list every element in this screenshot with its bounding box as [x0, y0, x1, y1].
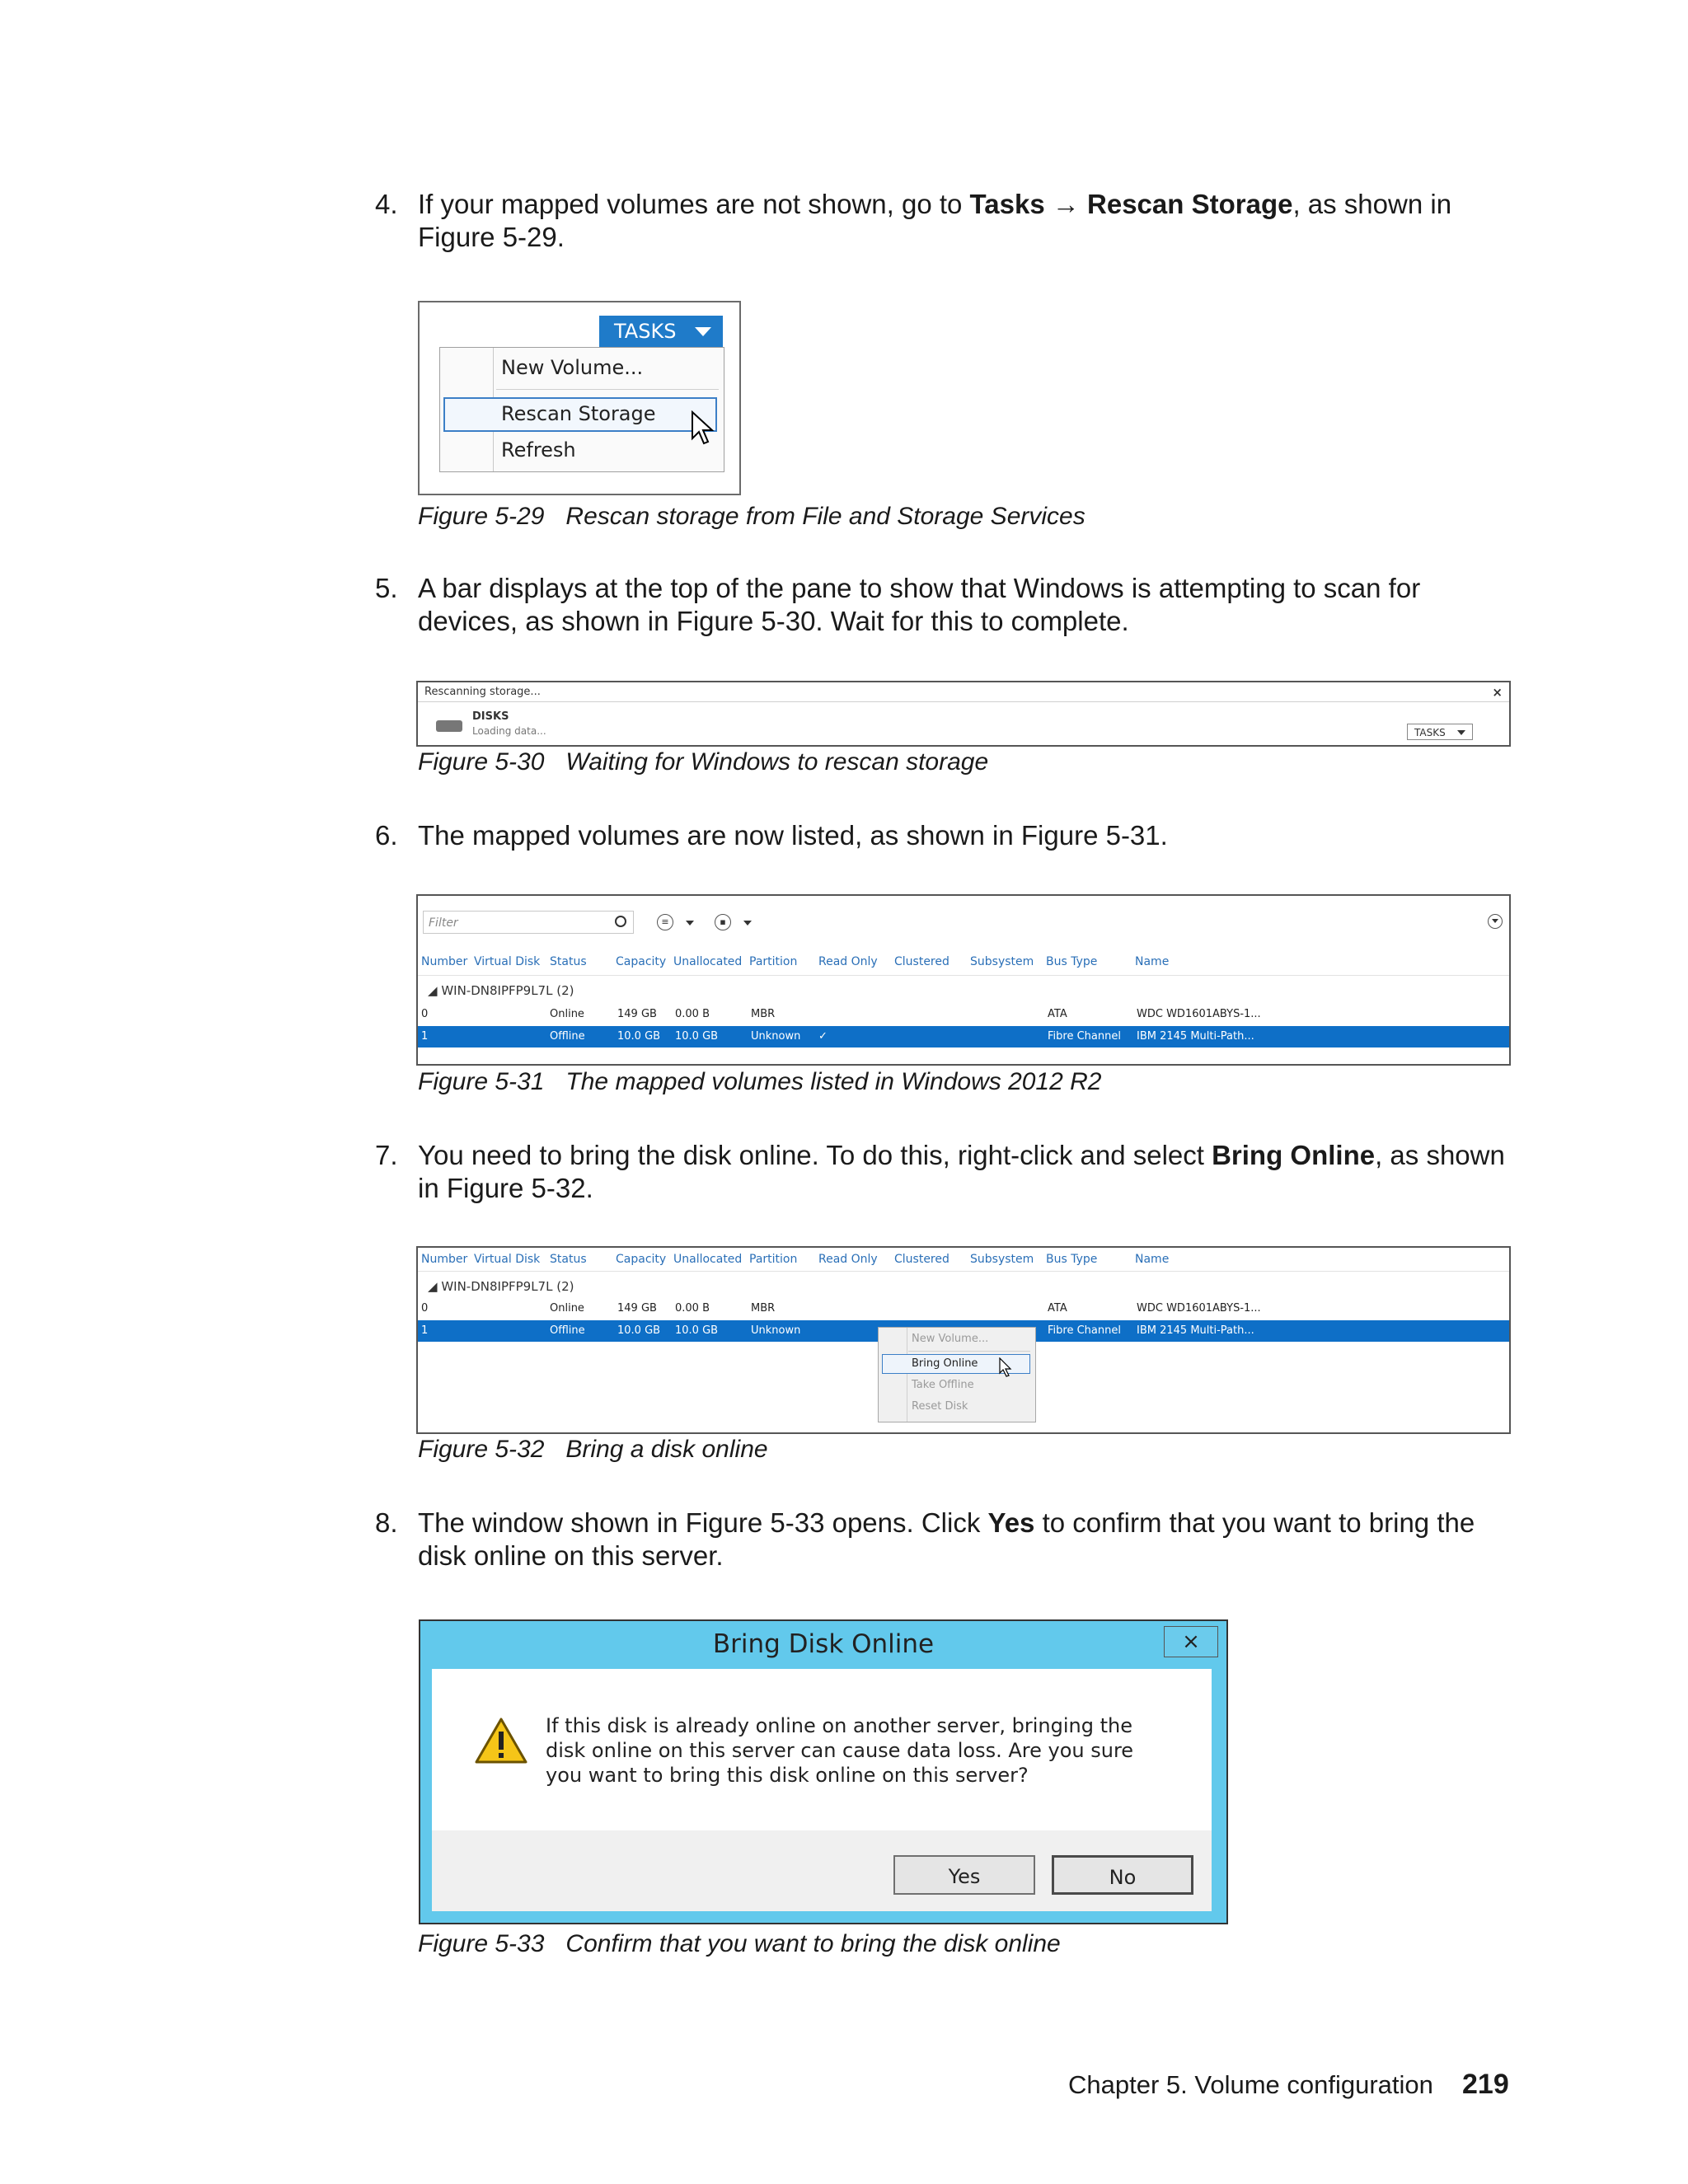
table-row-selected[interactable]: 1 Offline 10.0 GB 10.0 GB Unknown Fibre Channel IBM 2145 Multi-Path... [418, 1320, 1509, 1342]
menu-separator [908, 1351, 1030, 1352]
chevron-down-icon [1457, 730, 1465, 735]
dialog-footer [432, 1830, 1212, 1911]
menu-item-rescan-storage[interactable]: Rescan Storage [501, 402, 656, 425]
figure-5-31: Filter ≡ ▪ Number Virtual Disk Status Capacity Unallocated Partition Read Only Clustered Subsystem Bus Type Name ◢ WIN-DN8IPFP9L7L (2) 0 Online 149 GB 0.00 B MBR ATA WDC WD1601ABYS-1... 1 Offline 10.0 GB 10.0 GB Unknown ✓ Fibre Channel IBM 2145 Multi-Path... [416, 894, 1511, 1066]
figure-5-32: Number Virtual Disk Status Capacity Unallocated Partition Read Only Clustered Subsystem Bus Type Name ◢ WIN-DN8IPFP9L7L (2) 0 Online 149 GB 0.00 B MBR ATA WDC WD1601ABYS-1... 1 Offline 10.0 GB 10.0 GB Unknown Fibre Channel IBM 2145 Multi-Path... New Volume... Bring Online Take Offline Reset Disk [416, 1246, 1511, 1434]
yes-button[interactable]: Yes [893, 1855, 1035, 1895]
step-number: 8. [375, 1507, 398, 1538]
caption-5-32: Figure 5-32 Bring a disk online [418, 1436, 768, 1463]
col-virtual-disk[interactable]: Virtual Disk [474, 1253, 541, 1266]
figure-5-29 [418, 301, 741, 495]
col-clustered[interactable]: Clustered [894, 1253, 950, 1266]
col-unallocated[interactable]: Unallocated [673, 955, 743, 968]
filter-input[interactable]: Filter [423, 911, 634, 934]
step-text: The mapped volumes are now listed, as shown in Figure 5-31. [418, 820, 1168, 851]
tasks-button[interactable]: TASKS [1407, 724, 1473, 740]
chapter-footer: Chapter 5. Volume configuration [1068, 2070, 1433, 2099]
step-number: 5. [375, 573, 398, 603]
col-partition[interactable]: Partition [749, 1253, 798, 1266]
caption-5-29: Figure 5-29 Rescan storage from File and Storage Services [418, 503, 1085, 530]
col-bus-type[interactable]: Bus Type [1046, 1253, 1098, 1266]
page-number: 219 [1462, 2069, 1509, 2100]
col-status[interactable]: Status [550, 955, 587, 968]
step-number: 4. [375, 189, 398, 219]
view-options-icon[interactable]: ≡ [657, 914, 673, 930]
step-number: 6. [375, 820, 398, 851]
step-text: You need to bring the disk online. To do this, right-click and select Bring Online, as shown in Figure 5-32. [418, 1140, 1505, 1203]
step-text: If your mapped volumes are not shown, go to Tasks → Rescan Storage, as shown in Figure 5-29. [418, 189, 1452, 252]
col-status[interactable]: Status [550, 1253, 587, 1266]
chevron-down-icon [686, 921, 694, 926]
table-row-selected[interactable]: 1 Offline 10.0 GB 10.0 GB Unknown ✓ Fibre Channel IBM 2145 Multi-Path... [418, 1026, 1509, 1047]
server-group[interactable]: ◢ WIN-DN8IPFP9L7L (2) [428, 1279, 574, 1294]
ctx-item-new-volume[interactable]: New Volume... [912, 1333, 989, 1345]
close-icon[interactable]: × [1164, 1626, 1218, 1657]
step-number: 7. [375, 1140, 398, 1170]
col-capacity[interactable]: Capacity [616, 1253, 667, 1266]
ctx-item-reset-disk[interactable]: Reset Disk [912, 1400, 968, 1413]
col-number[interactable]: Number [421, 1253, 468, 1266]
tasks-button[interactable]: TASKS [599, 316, 723, 347]
menu-separator [496, 389, 719, 390]
tasks-menu [439, 347, 724, 472]
chevron-down-icon [743, 921, 752, 926]
cursor-icon [999, 1357, 1012, 1377]
header-divider [418, 975, 1509, 976]
context-menu [878, 1327, 1036, 1422]
ctx-item-take-offline[interactable]: Take Offline [912, 1379, 974, 1391]
figure-5-33 [419, 1619, 1228, 1924]
dialog-title: Bring Disk Online [712, 1629, 935, 1659]
warning-icon [475, 1717, 528, 1765]
col-name[interactable]: Name [1135, 955, 1170, 968]
save-query-icon[interactable]: ▪ [715, 914, 731, 930]
dialog-body [432, 1669, 1212, 1830]
search-icon [615, 916, 626, 927]
step-text: A bar displays at the top of the pane to show that Windows is attempting to scan for devices, as shown in Figure 5-30. Wait for this to complete. [418, 573, 1421, 636]
close-icon[interactable]: × [1492, 685, 1503, 700]
disk-icon [436, 720, 462, 732]
cursor-icon [691, 410, 714, 445]
step-text: The window shown in Figure 5-33 opens. Click Yes to confirm that you want to bring the disk online on this server. [418, 1507, 1475, 1571]
col-read-only[interactable]: Read Only [818, 955, 878, 968]
figure-5-30 [416, 681, 1511, 747]
disks-label: DISKS [472, 710, 509, 723]
menu-item-refresh[interactable]: Refresh [501, 438, 576, 462]
col-number[interactable]: Number [421, 955, 468, 968]
col-read-only[interactable]: Read Only [818, 1253, 878, 1266]
header-divider [418, 1271, 1509, 1272]
caption-5-33: Figure 5-33 Confirm that you want to bring the disk online [418, 1930, 1061, 1957]
server-group[interactable]: ◢ WIN-DN8IPFP9L7L (2) [428, 983, 574, 998]
col-virtual-disk[interactable]: Virtual Disk [474, 955, 541, 968]
col-bus-type[interactable]: Bus Type [1046, 955, 1098, 968]
col-subsystem[interactable]: Subsystem [970, 1253, 1034, 1266]
col-partition[interactable]: Partition [749, 955, 798, 968]
col-clustered[interactable]: Clustered [894, 955, 950, 968]
caption-5-30: Figure 5-30 Waiting for Windows to rescan storage [418, 748, 989, 776]
col-name[interactable]: Name [1135, 1253, 1170, 1266]
col-subsystem[interactable]: Subsystem [970, 955, 1034, 968]
rescan-status-bar: Rescanning storage... × [418, 682, 1509, 702]
expand-icon[interactable] [1488, 914, 1503, 929]
menu-item-new-volume[interactable]: New Volume... [501, 356, 644, 379]
check-icon: ✓ [818, 1030, 828, 1043]
loading-label: Loading data... [472, 725, 546, 737]
col-unallocated[interactable]: Unallocated [673, 1253, 743, 1266]
col-capacity[interactable]: Capacity [616, 955, 667, 968]
dialog-message: If this disk is already online on another server, bringing the disk online on this server can cause data loss. Are you sure you want to bring this disk online on this server? [546, 1714, 1134, 1787]
caption-5-31: Figure 5-31 The mapped volumes listed in Windows 2012 R2 [418, 1068, 1102, 1095]
chevron-down-icon [695, 327, 711, 336]
no-button[interactable]: No [1052, 1855, 1193, 1895]
ctx-item-bring-online[interactable]: Bring Online [912, 1357, 978, 1370]
